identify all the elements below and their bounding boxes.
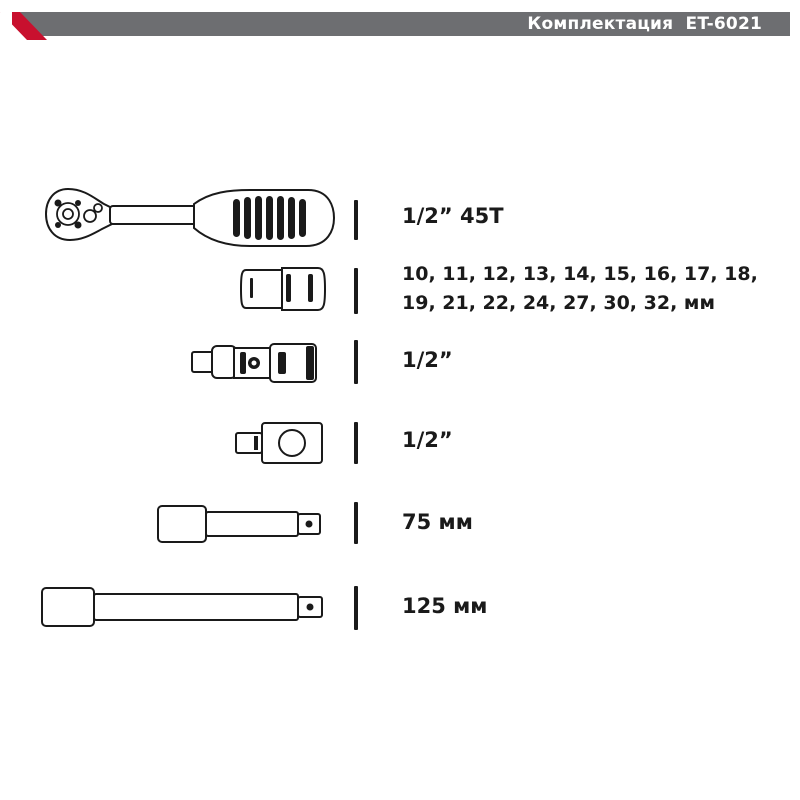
row-divider: [354, 340, 358, 384]
item-label: 1/2”: [402, 348, 453, 372]
row-divider: [354, 200, 358, 240]
row-divider: [354, 268, 358, 314]
item-label-sizes: [402, 260, 758, 318]
header-banner: [0, 0, 800, 48]
kit-item-sockets: [0, 258, 800, 324]
kit-item-adapter: [0, 418, 800, 470]
item-label: 75 мм: [402, 510, 473, 534]
row-divider: [354, 586, 358, 630]
item-label: 1/2” 45T: [402, 204, 504, 228]
ratchet-handle-icon: [40, 186, 340, 252]
extension-bar-long-icon: [38, 584, 328, 630]
item-label-line: 19, 21, 22, 24, 27, 30, 32, мм: [402, 292, 715, 314]
item-label-line: 10, 11, 12, 13, 14, 15, 16, 17, 18,: [402, 263, 758, 285]
page-title: Комплектация ET-6021: [527, 14, 762, 34]
row-divider: [354, 502, 358, 544]
kit-item-universal-joint: [0, 338, 800, 392]
socket-icon: [238, 264, 328, 312]
universal-joint-icon: [188, 338, 328, 388]
kit-item-extension-75: [0, 498, 800, 550]
item-label: 125 мм: [402, 594, 488, 618]
kit-item-extension-125: [0, 580, 800, 636]
kit-item-ratchet: [0, 180, 800, 260]
row-divider: [354, 422, 358, 464]
adapter-icon: [232, 420, 328, 466]
item-label: 1/2”: [402, 428, 453, 452]
extension-bar-short-icon: [154, 502, 328, 546]
